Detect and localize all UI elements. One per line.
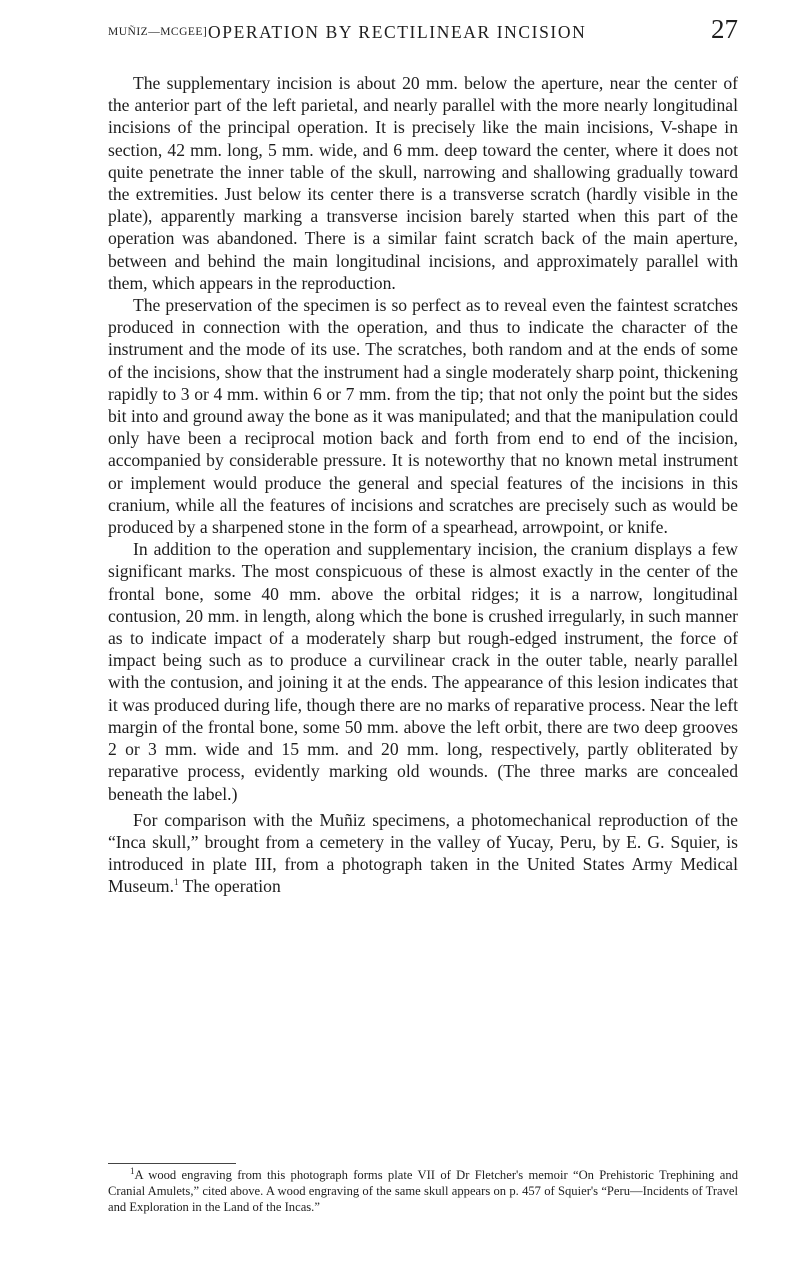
footnote-marker: 1 (130, 1165, 135, 1176)
body-text (108, 72, 738, 898)
footnote-text: A wood engraving from this photograph forms plate VII of Dr Fletcher's memoir “On Prehistoric Trephining and Cranial Amulets,” cited above. A wood engraving of the same skull appears on p. 457 of Squier's “Peru—Incidents of Travel and Exploration in the Land of the Incas.” (108, 1168, 738, 1214)
paragraph-text: For comparison with the Muñiz specimens, a photomechanical reproduction of the “Inca skull,” brought from a cemetery in the valley of Yucay, Peru, by E. G. Squier, is introduced in plate III, from a photograph taken in the United States Army Medical Museum. (108, 809, 738, 897)
running-head: MUÑIZ—MCGEE] (108, 26, 208, 38)
footnote-reference: 1 (173, 877, 179, 888)
paragraph: The preservation of the specimen is so perfect as to reveal even the faintest scratches produced in connection with the operation, and thus to indicate the character of the instrument and the mode of its use. The scratches, both random and at the ends of some of the incisions, show that the instrument had a single moderately sharp point, thickening rapidly to 3 or 4 mm. within 6 or 7 mm. from the tip; that not only the point but the sides bit into and ground away the bone as it was manipulated; and that the manipulation could only have been a reciprocal motion back and forth from end to end of the incision, accompanied by considerable pressure. It is noteworthy that no known metal instrument or implement would produce the general and special features of the incisions in this cranium, while all the features of incisions and scratches are precisely such as would be produced by a sharpened stone in the form of a spearhead, arrowpoint, or knife. (108, 295, 738, 538)
paragraph-continuation: The operation (182, 876, 281, 897)
paragraph: The supplementary incision is about 20 mm. below the aperture, near the center of the anterior part of the left parietal, and nearly parallel with the more nearly longitudinal incisions of the principal operation. It is precisely like the main incisions, V-shape in section, 42 mm. long, 5 mm. wide, and 6 mm. deep toward the center, where it does not quite penetrate the inner table of the skull, narrowing and shallowing gradually toward the extremities. Just below its center there is a transverse scratch (hardly visible in the plate), apparently marking a transverse incision barely started when this part of the operation was abandoned. There is a similar faint scratch back of the main aperture, between and behind the main longitudinal incisions, and approximately parallel with them, which appears in the reproduction. (108, 73, 738, 293)
footnote (108, 1167, 738, 1215)
page-header (108, 14, 738, 48)
page-title: OPERATION BY RECTILINEAR INCISION (208, 22, 587, 42)
footnote-divider (108, 1163, 236, 1164)
page-number: 27 (711, 14, 738, 44)
paragraph (108, 809, 738, 898)
paragraph: In addition to the operation and supplementary incision, the cranium displays a few significant marks. The most conspicuous of these is almost exactly in the center of the frontal bone, some 40 mm. above the orbital ridges; it is a narrow, longitudinal contusion, 20 mm. in length, along which the bone is crushed irregularly, in such manner as to indicate impact of a moderately sharp but rough-edged instrument, the force of impact being such as to produce a curvilinear crack in the outer table, nearly parallel with the contusion, and joining it at the ends. The appearance of this lesion indicates that it was produced during life, though there are no marks of reparative process. Near the left margin of the frontal bone, some 50 mm. above the left orbit, there are two deep grooves 2 or 3 mm. wide and 15 mm. and 20 mm. long, respectively, partly obliterated by reparative process, evidently marking old wounds. (The three marks are concealed beneath the label.) (108, 539, 738, 804)
